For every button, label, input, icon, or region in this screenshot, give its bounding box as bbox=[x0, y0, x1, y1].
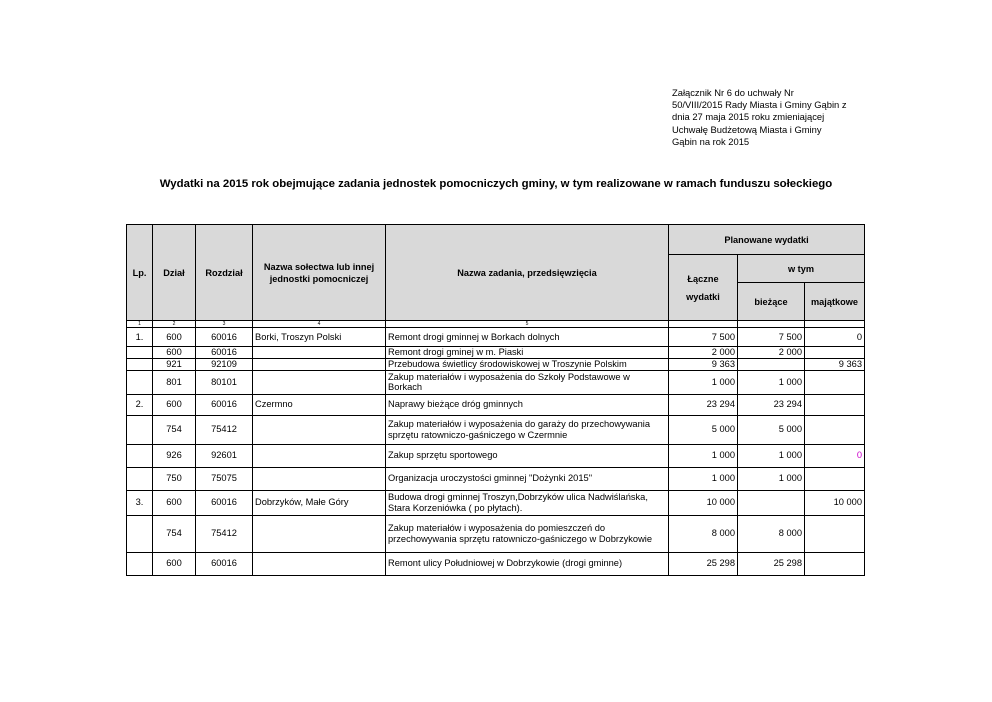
cell-zadanie: Zakup materiałów i wyposażenia do garaży do przechowywania sprzętu ratowniczo-gaśniczego w Czermnie bbox=[386, 415, 669, 444]
cell-biezace: 7 500 bbox=[738, 328, 805, 347]
table-row bbox=[127, 370, 865, 394]
cell-dzial: 801 bbox=[153, 370, 196, 394]
cell-majatkowe bbox=[805, 415, 865, 444]
cell-lp: 3. bbox=[127, 490, 153, 515]
cell-laczne: 1 000 bbox=[669, 370, 738, 394]
cell-majatkowe bbox=[805, 552, 865, 575]
header-majatkowe: majątkowe bbox=[805, 283, 865, 321]
header-row bbox=[127, 225, 865, 255]
table-row bbox=[127, 515, 865, 552]
annex-note bbox=[672, 87, 882, 148]
header-w-tym: w tym bbox=[738, 255, 865, 283]
annex-note-line: Załącznik Nr 6 do uchwały Nr bbox=[672, 87, 794, 98]
cell-majatkowe bbox=[805, 467, 865, 490]
header-laczne bbox=[669, 255, 738, 321]
cell-lp: 1. bbox=[127, 328, 153, 347]
cell-majatkowe bbox=[805, 370, 865, 394]
cell-rozdzial: 60016 bbox=[196, 490, 253, 515]
cell-majatkowe bbox=[805, 515, 865, 552]
cell-dzial: 754 bbox=[153, 415, 196, 444]
cell-laczne: 25 298 bbox=[669, 552, 738, 575]
cell-majatkowe: 9 363 bbox=[805, 359, 865, 371]
cell-rozdzial: 92109 bbox=[196, 359, 253, 371]
cell-laczne: 23 294 bbox=[669, 394, 738, 415]
cell-dzial: 600 bbox=[153, 328, 196, 347]
cell-solectwo bbox=[253, 415, 386, 444]
cell-laczne: 5 000 bbox=[669, 415, 738, 444]
cell-solectwo: Borki, Troszyn Polski bbox=[253, 328, 386, 347]
header-lp: Lp. bbox=[127, 225, 153, 321]
cell-zadanie: Remont drogi gminnej w Borkach dolnych bbox=[386, 328, 669, 347]
cell-laczne: 7 500 bbox=[669, 328, 738, 347]
cell-rozdzial: 60016 bbox=[196, 347, 253, 359]
cell-dzial: 600 bbox=[153, 490, 196, 515]
cell-solectwo: Dobrzyków, Małe Góry bbox=[253, 490, 386, 515]
cell-lp bbox=[127, 444, 153, 467]
table-row bbox=[127, 444, 865, 467]
cell-rozdzial: 75075 bbox=[196, 467, 253, 490]
cell-zadanie: Remont drogi gminej w m. Piaski bbox=[386, 347, 669, 359]
cell-majatkowe bbox=[805, 347, 865, 359]
cell-laczne: 8 000 bbox=[669, 515, 738, 552]
header-planowane: Planowane wydatki bbox=[669, 225, 865, 255]
cell-biezace: 8 000 bbox=[738, 515, 805, 552]
cell-laczne: 1 000 bbox=[669, 467, 738, 490]
cell-rozdzial: 60016 bbox=[196, 394, 253, 415]
cell-zadanie: Budowa drogi gminnej Troszyn,Dobrzyków ulica Nadwiślańska, Stara Korzeniówka ( po płytach). bbox=[386, 490, 669, 515]
header-solectwo: Nazwa sołectwa lub innej jednostki pomocniczej bbox=[253, 225, 386, 321]
cell-lp bbox=[127, 347, 153, 359]
cell-majatkowe: 0 bbox=[805, 328, 865, 347]
table-row bbox=[127, 359, 865, 371]
cell-rozdzial: 60016 bbox=[196, 552, 253, 575]
cell-lp: 2. bbox=[127, 394, 153, 415]
header-laczne-line1: Łączne bbox=[687, 273, 719, 284]
header-rozdzial: Rozdział bbox=[196, 225, 253, 321]
cell-rozdzial: 80101 bbox=[196, 370, 253, 394]
cell-solectwo: Czermno bbox=[253, 394, 386, 415]
cell-biezace: 25 298 bbox=[738, 552, 805, 575]
cell-laczne: 10 000 bbox=[669, 490, 738, 515]
table-row bbox=[127, 394, 865, 415]
cell-lp bbox=[127, 359, 153, 371]
table-row bbox=[127, 467, 865, 490]
cell-dzial: 926 bbox=[153, 444, 196, 467]
cell-rozdzial: 75412 bbox=[196, 515, 253, 552]
header-laczne-line2: wydatki bbox=[686, 291, 720, 302]
cell-solectwo bbox=[253, 359, 386, 371]
cell-solectwo bbox=[253, 444, 386, 467]
cell-lp bbox=[127, 552, 153, 575]
cell-dzial: 600 bbox=[153, 347, 196, 359]
cell-dzial: 750 bbox=[153, 467, 196, 490]
header-dzial: Dział bbox=[153, 225, 196, 321]
cell-dzial: 600 bbox=[153, 552, 196, 575]
cell-majatkowe: 0 bbox=[805, 444, 865, 467]
cell-biezace: 1 000 bbox=[738, 444, 805, 467]
cell-solectwo bbox=[253, 552, 386, 575]
cell-biezace bbox=[738, 359, 805, 371]
cell-solectwo bbox=[253, 370, 386, 394]
cell-solectwo bbox=[253, 467, 386, 490]
column-number: 2 bbox=[153, 321, 196, 328]
cell-zadanie: Organizacja uroczystości gminnej "Dożynki 2015" bbox=[386, 467, 669, 490]
cell-laczne: 1 000 bbox=[669, 444, 738, 467]
cell-zadanie: Naprawy bieżące dróg gminnych bbox=[386, 394, 669, 415]
annex-note-line: dnia 27 maja 2015 roku zmieniającej bbox=[672, 111, 825, 123]
cell-rozdzial: 75412 bbox=[196, 415, 253, 444]
cell-solectwo bbox=[253, 347, 386, 359]
column-number: 4 bbox=[253, 321, 386, 328]
annex-note-line: Gąbin na rok 2015 bbox=[672, 135, 750, 147]
column-number: 3 bbox=[196, 321, 253, 328]
annex-note-line: 50/VIII/2015 Rady Miasta i Gminy Gąbin z bbox=[672, 99, 847, 111]
cell-majatkowe bbox=[805, 394, 865, 415]
table-row bbox=[127, 347, 865, 359]
table-row bbox=[127, 552, 865, 575]
cell-lp bbox=[127, 415, 153, 444]
page-title: Wydatki na 2015 rok obejmujące zadania jednostek pomocniczych gminy, w tym realizowane w ramach funduszu sołeckiego bbox=[159, 178, 833, 190]
cell-laczne: 9 363 bbox=[669, 359, 738, 371]
cell-lp bbox=[127, 370, 153, 394]
column-number-empty bbox=[669, 321, 738, 328]
header-zadanie: Nazwa zadania, przedsięwzięcia bbox=[386, 225, 669, 321]
cell-dzial: 600 bbox=[153, 394, 196, 415]
cell-biezace: 1 000 bbox=[738, 467, 805, 490]
header-biezace: bieżące bbox=[738, 283, 805, 321]
cell-dzial: 921 bbox=[153, 359, 196, 371]
cell-zadanie: Przebudowa świetlicy środowiskowej w Troszynie Polskim bbox=[386, 359, 669, 371]
cell-biezace: 23 294 bbox=[738, 394, 805, 415]
cell-biezace bbox=[738, 490, 805, 515]
column-number-empty bbox=[738, 321, 805, 328]
cell-zadanie: Zakup materiałów i wyposażenia do Szkoły Podstawowe w Borkach bbox=[386, 370, 669, 394]
cell-biezace: 1 000 bbox=[738, 370, 805, 394]
table-row bbox=[127, 328, 865, 347]
cell-zadanie: Remont ulicy Południowej w Dobrzykowie (drogi gminne) bbox=[386, 552, 669, 575]
cell-dzial: 754 bbox=[153, 515, 196, 552]
column-number-row bbox=[127, 321, 865, 328]
cell-biezace: 2 000 bbox=[738, 347, 805, 359]
table-row bbox=[127, 415, 865, 444]
cell-rozdzial: 60016 bbox=[196, 328, 253, 347]
cell-zadanie: Zakup sprzętu sportowego bbox=[386, 444, 669, 467]
cell-solectwo bbox=[253, 515, 386, 552]
cell-lp bbox=[127, 467, 153, 490]
table-row bbox=[127, 490, 865, 515]
column-number: 5 bbox=[386, 321, 669, 328]
cell-biezace: 5 000 bbox=[738, 415, 805, 444]
cell-majatkowe: 10 000 bbox=[805, 490, 865, 515]
column-number: 1 bbox=[127, 321, 153, 328]
cell-lp bbox=[127, 515, 153, 552]
cell-rozdzial: 92601 bbox=[196, 444, 253, 467]
column-number-empty bbox=[805, 321, 865, 328]
cell-laczne: 2 000 bbox=[669, 347, 738, 359]
annex-note-line: Uchwałę Budżetową Miasta i Gminy bbox=[672, 123, 822, 135]
cell-zadanie: Zakup materiałów i wyposażenia do pomieszczeń do przechowywania sprzętu ratowniczo-gaśniczego w Dobrzykowie bbox=[386, 515, 669, 552]
expenses-table bbox=[126, 224, 865, 576]
